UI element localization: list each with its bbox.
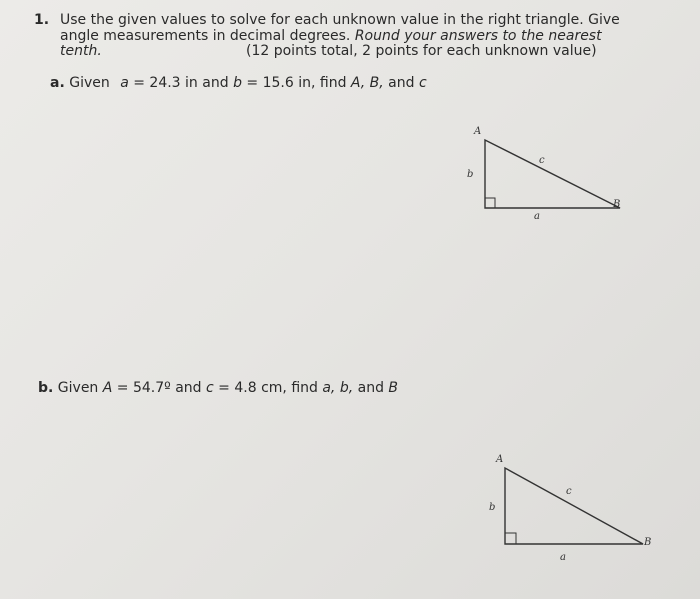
part-b-and2: and <box>357 380 384 396</box>
part-a-label: a. <box>50 75 65 91</box>
triangle-diagram-b <box>475 448 665 563</box>
triangle-b-label-B: B <box>644 537 652 548</box>
triangle-b-label-c: c <box>566 486 572 497</box>
part-a-val2: 15.6 in, <box>262 75 316 91</box>
triangle-b-label-b: b <box>489 502 496 513</box>
part-a-find: find <box>319 75 347 91</box>
part-a-and1: and <box>202 75 229 91</box>
triangle-diagram-a <box>455 120 635 225</box>
question-text-line1: Use the given values to solve for each unknown value in the right triangle. Give <box>60 12 620 28</box>
part-b-val2: 4.8 cm, <box>234 380 287 396</box>
part-b-eq2: = <box>218 380 230 396</box>
part-a-last: c <box>418 75 427 91</box>
triangle-a-label-a: a <box>534 211 540 222</box>
question-number: 1. <box>34 12 50 28</box>
triangle-b-shape <box>505 468 643 544</box>
part-b-val1: 54.7º <box>132 380 171 396</box>
part-a-unknowns: A, B, <box>350 75 384 91</box>
question-text-line2-plain: angle measurements in decimal degrees. <box>60 28 355 44</box>
part-a-and2: and <box>388 75 415 91</box>
triangle-a-shape <box>485 140 620 208</box>
rounding-instruction-end: tenth. <box>60 43 102 59</box>
right-angle-marker-a <box>485 198 495 208</box>
triangle-b-label-A: A <box>496 454 504 465</box>
triangle-a-label-c: c <box>539 155 545 166</box>
part-a-var1: a <box>120 75 129 91</box>
triangle-b-label-a: a <box>560 552 566 563</box>
part-b-label: b. <box>38 380 54 396</box>
part-a-val1: 24.3 in <box>149 75 198 91</box>
part-a-var2: b <box>233 75 242 91</box>
triangle-a-label-b: b <box>467 169 474 180</box>
question-text-line2 <box>60 28 602 44</box>
rounding-instruction: Round your answers to the nearest <box>354 28 602 44</box>
part-a-given: Given <box>69 75 110 91</box>
part-b-given: Given <box>57 380 99 396</box>
part-b-prompt <box>38 380 398 396</box>
part-a-eq2: = <box>246 75 259 91</box>
part-b-eq1: = <box>116 380 129 396</box>
part-b-and1: and <box>175 380 202 396</box>
triangle-a-label-B: B <box>613 199 621 210</box>
points-note: (12 points total, 2 points for each unknown value) <box>246 43 597 59</box>
part-b-var1: A <box>102 380 113 396</box>
part-a-eq1: = <box>133 75 145 91</box>
part-b-last: B <box>388 380 399 396</box>
right-angle-marker-b <box>505 533 516 544</box>
part-a-prompt <box>50 75 427 91</box>
part-b-unknowns: a, b, <box>322 380 354 396</box>
part-b-find: find <box>291 380 318 396</box>
triangle-a-label-A: A <box>474 126 482 137</box>
part-b-var2: c <box>206 380 214 396</box>
